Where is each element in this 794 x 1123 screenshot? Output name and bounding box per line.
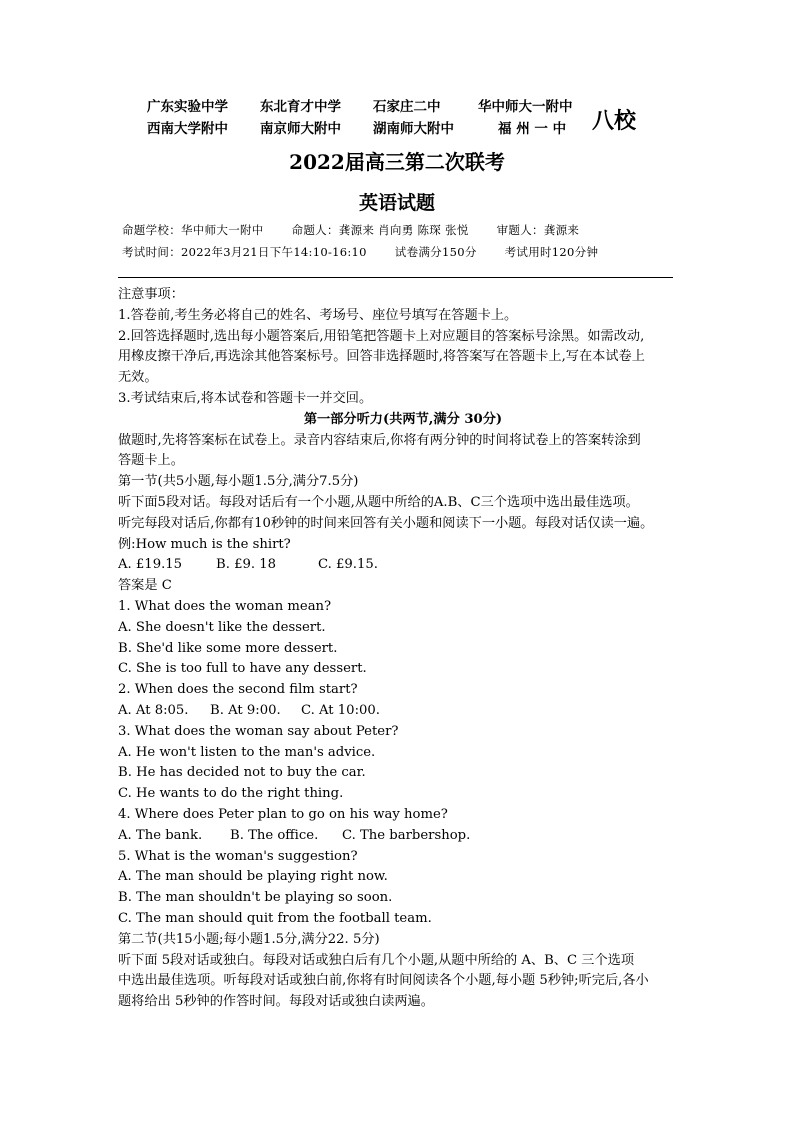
option: A. The man should be playing right now. — [118, 869, 388, 885]
notice-item: 2.回答选择题时,选出每小题答案后,用铅笔把答题卡上对应题目的答案标号涂黑。如需改动, — [118, 328, 645, 344]
question: 1. What does the woman mean? — [118, 598, 332, 614]
question: 4. Where does Peter plan to go on his way home? — [118, 806, 448, 822]
example-answer: 答案是 C — [118, 578, 172, 594]
part1-intro: 答题卡上。 — [118, 453, 184, 469]
school-name: 福 州 一 中 — [498, 121, 567, 137]
meta-row-2 — [122, 244, 622, 260]
school-row-2 — [147, 118, 667, 140]
notice-item: 无效。 — [118, 370, 158, 386]
option: B. £9. 18 — [216, 557, 277, 573]
option: C. £9.15. — [318, 557, 378, 573]
meta-duration: 考试用时120分钟 — [504, 245, 599, 259]
option: B. The man shouldn't be playing so soon. — [118, 890, 393, 906]
section1-intro: 听下面5段对话。每段对话后有一个小题,从题中所给的A.B、C三个选项中选出最佳选项。 — [118, 494, 639, 510]
eight-schools-label: 八校 — [592, 108, 637, 134]
question: 5. What is the woman's suggestion? — [118, 848, 358, 864]
question-options — [118, 701, 688, 722]
meta-school: 命题学校：华中师大一附中 — [122, 223, 264, 237]
option: B. He has decided not to buy the car. — [118, 765, 366, 781]
exam-subject: 英语试题 — [358, 192, 435, 214]
school-name: 湖南师大附中 — [373, 121, 454, 137]
school-row-1 — [147, 96, 667, 118]
option: C. He wants to do the right thing. — [118, 786, 344, 802]
section1-title: 第一节(共5小题,每小题1.5分,满分7.5分) — [118, 474, 359, 490]
meta-score: 试卷满分150分 — [394, 245, 477, 259]
school-name: 南京师大附中 — [260, 121, 341, 137]
option: B. The office. — [230, 827, 319, 843]
option: B. She'd like some more dessert. — [118, 640, 338, 656]
meta-reviewer: 审题人：龚源来 — [496, 223, 580, 237]
option: C. The man should quit from the football team. — [118, 910, 432, 926]
notice-title: 注意事项： — [118, 287, 184, 302]
notice-item: 3.考试结束后,将本试卷和答题卡一并交回。 — [118, 390, 373, 406]
school-name: 东北育才中学 — [260, 99, 341, 115]
example-question: 例:How much is the shirt? — [118, 536, 291, 552]
meta-time: 考试时间：2022年3月21日下午14:10-16:10 — [122, 245, 367, 259]
section2-intro: 听下面 5段对话或独白。每段对话或独白后有几个小题,从题中所给的 A、B、C 三个选项 — [118, 952, 635, 968]
option: A. £19.15 — [118, 557, 183, 573]
school-name: 广东实验中学 — [147, 99, 228, 115]
school-name: 华中师大一附中 — [478, 99, 573, 115]
meta-row-1 — [122, 222, 603, 238]
exam-body — [118, 285, 688, 1013]
option: C. At 10:00. — [301, 702, 380, 718]
school-list — [147, 96, 667, 140]
option: A. At 8:05. — [118, 702, 189, 718]
example-options — [118, 555, 688, 576]
question-options — [118, 826, 688, 847]
notice-item: 用橡皮擦干净后,再选涂其他答案标号。回答非选择题时,将答案写在答题卡上,写在本试卷上 — [118, 349, 645, 365]
school-name: 西南大学附中 — [147, 121, 228, 137]
option: B. At 9:00. — [210, 702, 281, 718]
option: A. The bank. — [118, 827, 203, 843]
section1-intro: 听完每段对话后,你都有10秒钟的时间来回答有关小题和阅读下一小题。每段对话仅读一遍。 — [118, 515, 654, 531]
option: A. She doesn't like the dessert. — [118, 619, 326, 635]
meta-authors: 命题人：龚源来 肖向勇 陈琛 张悦 — [291, 223, 469, 237]
notice-item: 1.答卷前,考生务必将自己的姓名、考场号、座位号填写在答题卡上。 — [118, 307, 518, 323]
part1-title: 第一部分听力(共两节,满分 30分) — [303, 411, 503, 427]
section2-intro: 中选出最佳选项。听每段对话或独白前,你将有时间阅读各个小题,每小题 5秒钟;听完后,各小 — [118, 973, 649, 989]
school-name: 石家庄二中 — [373, 99, 441, 115]
question: 2. When does the second film start? — [118, 682, 358, 698]
section2-title: 第二节(共15小题;每小题1.5分,满分22. 5分) — [118, 931, 380, 947]
part1-intro: 做题时,先将答案标在试卷上。录音内容结束后,你将有两分钟的时间将试卷上的答案转涂到 — [118, 432, 641, 448]
section2-intro: 题将给出 5秒钟的作答时间。每段对话或独白读两遍。 — [118, 994, 434, 1010]
header-divider — [118, 277, 673, 278]
option: A. He won't listen to the man's advice. — [118, 744, 376, 760]
exam-title: 2022届高三第二次联考 — [289, 150, 505, 174]
option: C. The barbershop. — [342, 827, 471, 843]
question: 3. What does the woman say about Peter? — [118, 723, 399, 739]
option: C. She is too full to have any dessert. — [118, 661, 367, 677]
